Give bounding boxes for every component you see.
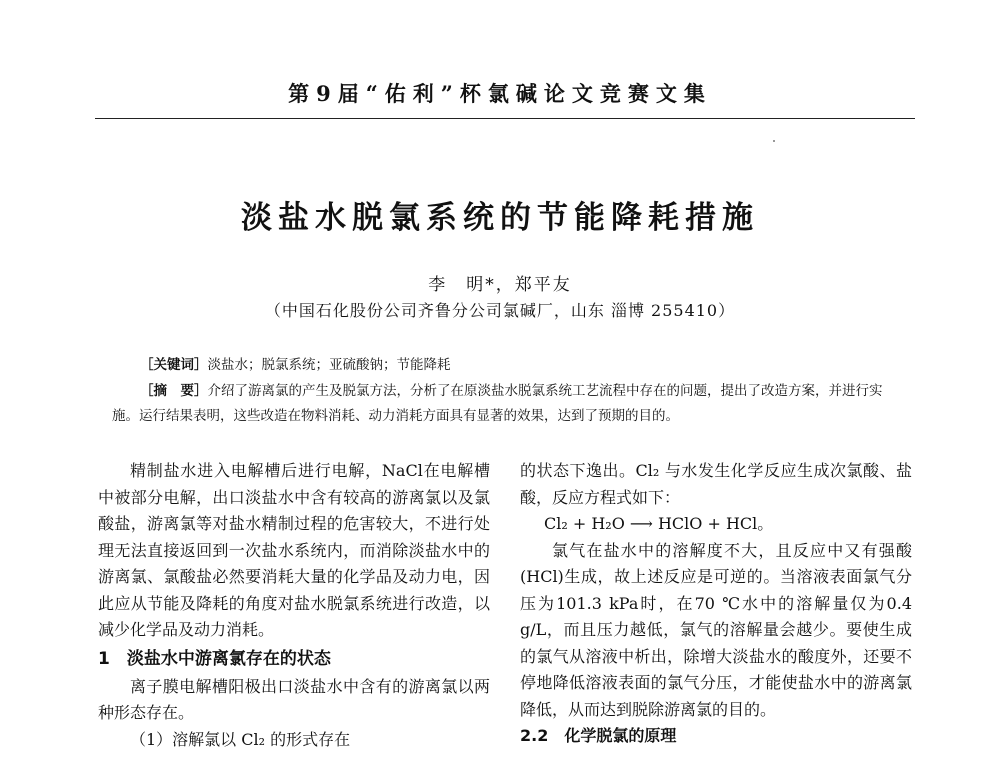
keywords [140,353,451,373]
left-column [98,458,490,753]
abstract-label: ［摘 要］ [140,383,208,399]
continued-paragraph: 的状态下逸出。Cl₂ 与水发生化学反应生成次氯酸、盐酸，反应方程式如下： [520,461,912,507]
right-column [520,458,912,750]
intro-paragraph: 精制盐水进入电解槽后进行电解，NaCl在电解槽中被部分电解，出口淡盐水中含有较高的游离氯以及氯酸盐，游离氯等对盐水精制过程的危害较大，不进行处理无法直接返回到一次盐水系统内，而消除淡盐水中的游离氯、氯酸盐必然要消耗大量的化学品及动力电，因此应从节能及降耗的角度对盐水脱氯系统进行改造，以减少化学品及动力消耗。 [98,461,490,639]
abstract [112,379,907,429]
affiliation: （中国石化股份公司齐鲁分公司氯碱厂，山东 淄博 255410） [264,301,736,320]
authors: 李 明*，郑平友 [428,275,572,295]
scan-speck [773,140,775,142]
section-1-paragraph: 离子膜电解槽阳极出口淡盐水中含有的游离氯以两种形态存在。 [98,676,490,722]
solubility-paragraph: 氯气在盐水中的溶解度不大，且反应中又有强酸(HCl)生成，故上述反应是可逆的。当溶液表面氯气分压为101.3 kPa时，在70 ℃水中的溶解量仅为0.4 g/L，而且压力越低，氯气的溶解量会越少。要使生成的氯气从溶液中析出，除增大淡盐水的酸度外，还要不停地降低溶液表面的氯气分压，才能使盐水中的游离氯降低，从而达到脱除游离氯的目的。 [520,540,912,719]
reaction-equation: Cl₂ + H₂O ⟶ HClO + HCl。 [544,514,774,533]
keywords-text: 淡盐水；脱氯系统；亚硫酸钠；节能降耗 [207,357,451,373]
abstract-text: 介绍了游离氯的产生及脱氯方法，分析了在原淡盐水脱氯系统工艺流程中存在的问题，提出了改造方案，并进行实施。运行结果表明，这些改造在物料消耗、动力消耗方面具有显著的效果，达到了预期的目的。 [112,383,883,424]
keywords-label: ［关键词］ [140,357,208,373]
running-header: 第9届“佑利”杯氯碱论文竞赛文集 [288,81,712,106]
header-rule [95,118,915,119]
section-2-2-heading: 2.2 化学脱氯的原理 [520,726,677,745]
paper-title: 淡盐水脱氯系统的节能降耗措施 [241,200,759,236]
section-1-heading: 1 淡盐水中游离氯存在的状态 [98,648,331,669]
list-item-1: （1）溶解氯以 Cl₂ 的形式存在 [130,729,351,749]
